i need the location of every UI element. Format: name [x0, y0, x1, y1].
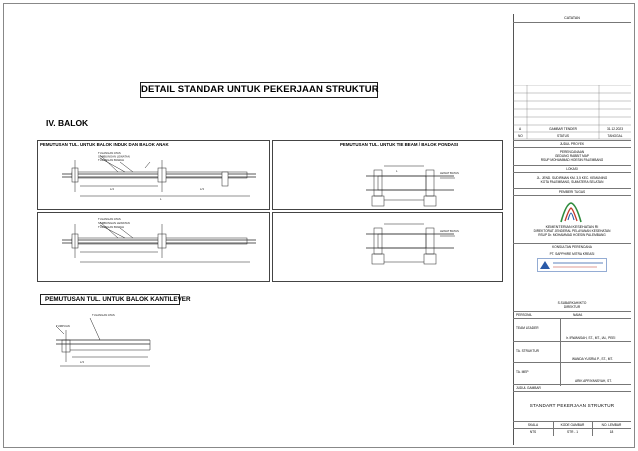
personil-label: PERSONIL	[516, 313, 533, 317]
rev-status: GAMBAR TENDER	[549, 127, 577, 131]
label-span-3: L	[160, 197, 162, 201]
tb-divider	[560, 318, 561, 386]
head-date: TANGGAL	[607, 134, 623, 138]
tb-line	[513, 428, 631, 429]
tb-line	[513, 362, 631, 363]
label-lap-2: SAMBUNGAN LEWATAN	[98, 154, 130, 159]
tb-line	[513, 341, 631, 342]
judul-gambar-label: JUDUL GAMBAR	[516, 386, 541, 390]
tb-line	[513, 165, 631, 166]
beam-induk-3	[222, 172, 228, 186]
rev-no: A	[519, 127, 522, 131]
tb-line	[513, 147, 631, 148]
panel-tiebeam-title: PEMUTUSAN TUL. UNTUK TIE BEAM / BALOK PONDASI	[340, 142, 459, 147]
konsultan-name: PT. SAPPHIRE MITRA KREASI	[549, 252, 595, 256]
label-kant-1: TUMPUAN	[56, 324, 70, 328]
tb-line	[513, 318, 631, 319]
catatan-label: CATATAN	[564, 16, 580, 20]
tb-line	[513, 421, 631, 422]
judul-proyek-3: RSUP MOHAMMAD HOESIN PALEMBANG	[540, 158, 604, 162]
direktur-name: S.SUBARKAH/IKTO	[557, 301, 587, 305]
label-tb-3: L	[396, 169, 398, 173]
kode-label: KODE GAMBAR	[560, 423, 585, 427]
rev-date: 31.12.2023	[607, 127, 623, 131]
tb-line	[513, 172, 631, 173]
label-tb-1: LEWAT BATAS	[440, 171, 459, 175]
head-status: STATUS	[556, 134, 570, 138]
tb-line	[513, 384, 631, 385]
revision-grid	[513, 85, 631, 140]
tb-line	[513, 188, 631, 189]
beam-kantilever	[56, 318, 150, 366]
label-kant-3: L/3	[80, 360, 84, 364]
kode-value: STR - 1	[567, 430, 578, 434]
direktur-label: DIREKTUR	[563, 305, 581, 309]
judul-proyek-2: GEDUNG RABBIT MAP	[554, 154, 590, 158]
label-lap-3: TULANGAN BAWAH	[98, 158, 125, 162]
judul-proyek-1: PERENCANAAN	[559, 150, 585, 154]
pemberi-3: RSUP Dr. MOHAMMAD HOESIN PALEMBANG	[538, 233, 606, 237]
skala-label: SKALA	[527, 423, 539, 427]
label-lap-5: SAMBUNGAN LEWATAN	[98, 221, 130, 225]
panel-kantilever-title: PEMUTUSAN TUL. UNTUK BALOK KANTILEVER	[40, 294, 180, 305]
head-no: NO	[518, 134, 523, 138]
lembar-value: 18	[609, 430, 614, 434]
nama-label: NAMA	[573, 313, 583, 317]
beam-induk-2	[62, 222, 256, 262]
ta-mep-label: TA. MEP	[516, 370, 529, 374]
tb-line	[513, 22, 631, 23]
label-lap-6: TULANGAN BAWAH	[98, 225, 125, 229]
tb-line	[513, 391, 631, 392]
tb-line	[513, 195, 631, 196]
konsultan-label: KONSULTAN PERENCANA	[552, 245, 592, 249]
team-leader-name: Ir. IRWANSAH, ST., MT., IAI., PEEI	[566, 336, 616, 340]
label-span-1: L/4	[110, 187, 114, 191]
ta-struktur-name: WANDA YUSRIA P., ST., MT.	[572, 357, 613, 361]
pemberi-2: DIREKTORAT JENDERAL PELAYANAN KESEHATAN	[533, 229, 611, 233]
panel-induk-title: PEMUTUSAN TUL. UNTUK BALOK INDUK DAN BALOK ANAK	[40, 142, 169, 147]
ta-struktur-label: TA. STRUKTUR	[516, 349, 539, 353]
tb-line	[513, 311, 631, 312]
judul-gambar: STANDART PEKERJAAN STRUKTUR	[529, 403, 615, 408]
tb-line	[513, 140, 631, 141]
label-lap-4: TULANGAN ATAS	[98, 217, 121, 221]
ta-mep-name: ARIK APRIYANSYAH, ST.	[575, 379, 612, 383]
team-leader-label: TEAM LEADER	[516, 326, 539, 330]
skala-value: NTS	[529, 430, 537, 434]
lembar-label: NO. LEMBAR	[601, 423, 622, 427]
page-title: DETAIL STANDAR UNTUK PEKERJAAN STRUKTUR	[140, 82, 378, 98]
tb-line	[513, 243, 631, 244]
lokasi-1: JL. JEND. SUDIRMAN KM. 3,5 KEC. KEMUNING	[536, 176, 608, 180]
pemberi-tugas-label: PEMBERI TUGAS	[558, 190, 586, 194]
pemberi-1: KEMENTERIAN KESEHATAN RI	[545, 225, 599, 229]
company-logo	[537, 258, 607, 272]
label-tb-2: LEWAT BATAS	[440, 229, 459, 233]
lokasi-2: KOTA PALEMBANG, SUMATERA SELATAN	[540, 180, 604, 184]
label-lap-1: TULANGAN ATAS	[98, 151, 121, 155]
ministry-logo	[558, 200, 584, 224]
label-kant-2: TULANGAN ATAS	[92, 313, 115, 317]
lokasi-label: LOKASI	[566, 167, 578, 171]
judul-proyek-label: JUDUL PROYEK	[559, 142, 585, 146]
label-span-2: L/3	[200, 187, 204, 191]
section-heading: IV. BALOK	[46, 118, 89, 128]
